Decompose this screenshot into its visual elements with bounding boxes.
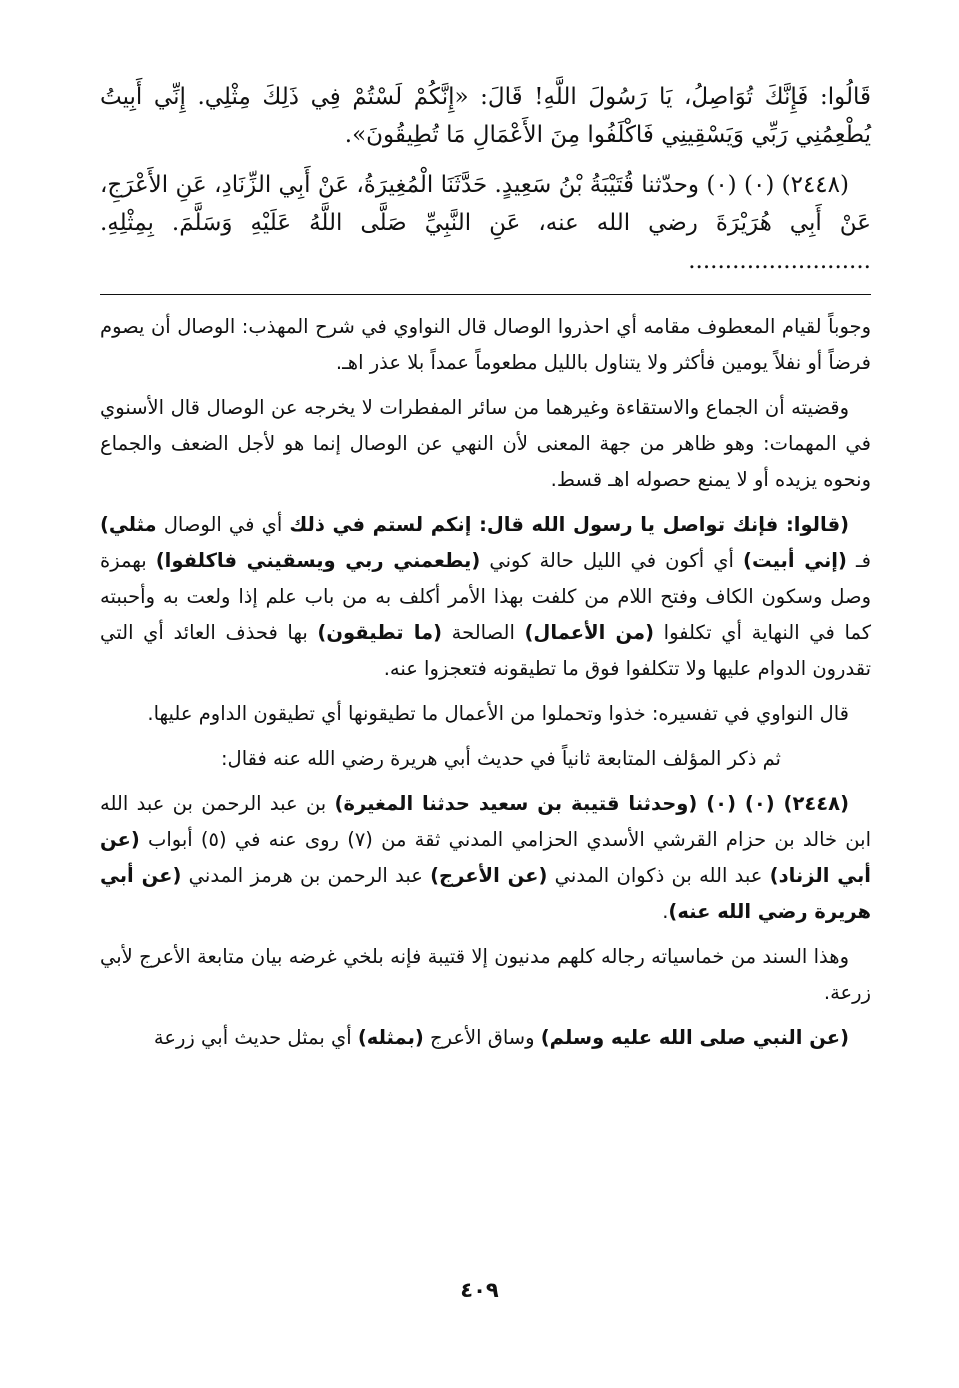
explanation-text: عبد الله بن ذكوان المدني xyxy=(547,864,770,887)
quoted-hadith-phrase: (من الأعمال) xyxy=(524,621,655,644)
explanation-text: أي بمثل حديث أبي زرعة xyxy=(153,1026,358,1049)
explanation-text: وساق الأعرج xyxy=(423,1026,541,1049)
hadith-text xyxy=(100,78,871,280)
commentary-paragraph-6 xyxy=(100,786,871,930)
quoted-hadith-phrase: (عن الأعرج) xyxy=(430,864,548,887)
quoted-hadith-phrase: (يطعمني ربي ويسقيني فاكلفوا) xyxy=(155,549,481,572)
quoted-hadith-phrase: (عن أبي الزناد) xyxy=(100,828,871,887)
commentary-paragraph-5: ثم ذكر المؤلف المتابعة ثانياً في حديث أبي هريرة رضي الله عنه فقال: xyxy=(220,747,781,770)
explanation-text: فـ xyxy=(846,549,872,572)
quoted-hadith-phrase: (عن أبي هريرة رضي الله عنه) xyxy=(100,864,871,923)
explanation-text: عبد الرحمن بن هرمز المدني xyxy=(181,864,431,887)
page-number: ٤٠٩ xyxy=(460,1278,499,1302)
quoted-hadith-phrase: (بمثله) xyxy=(357,1026,424,1049)
commentary-paragraph-1: وجوباً لقيام المعطوف مقامه أي احذروا الوصال قال النواوي في شرح المهذب: الوصال أن يصوم فرضاً أو نفلاً يومين فأكثر ولا يتناول بالليل مطعوماً عمداً بلا عذر اهـ. xyxy=(100,315,871,374)
page xyxy=(100,78,871,1388)
explanation-text: أي في الوصال xyxy=(156,513,290,536)
explanation-text: بن عبد الرحمن بن عبد الله ابن خالد بن حزام القرشي الأسدي الحزامي المدني ثقة من (٧) روى عنه في (٥) أبواب xyxy=(100,792,871,851)
hadith-paragraph-1: قَالُوا: فَإِنَّكَ تُوَاصِلُ، يَا رَسُولَ اللَّهِ! قَالَ: «إِنَّكُمْ لَسْتُمْ فِي ذَلِكَ مِثْلِي. إِنِّي أَبِيتُ يُطْعِمُنِي رَبِّي وَيَسْقِينِي فَاكْلَفُوا مِنَ الأَعْمَالِ مَا تُطِيقُونَ». xyxy=(100,84,871,148)
footnote-separator-rule xyxy=(100,294,871,295)
commentary-paragraph-4: قال النواوي في تفسيره: خذوا وتحملوا من الأعمال ما تطيقونها أي تطيقون الداوم عليها. xyxy=(147,702,849,725)
explanation-text: الصالحة xyxy=(442,621,525,644)
commentary-paragraph-3 xyxy=(100,507,871,687)
explanation-text: أي أكون في الليل حالة كوني xyxy=(480,549,744,572)
explanation-text: . xyxy=(662,900,669,923)
quoted-hadith-phrase: مثلي) xyxy=(100,513,157,536)
quoted-hadith-phrase: (إني أبيت) xyxy=(743,549,847,572)
commentary-text xyxy=(100,309,871,1056)
quoted-hadith-phrase: (٢٤٤٨) (٠) (٠) (وحدثنا قتيبة بن سعيد حدثنا المغيرة) xyxy=(334,792,849,815)
commentary-paragraph-8 xyxy=(100,1020,871,1056)
explanation-text: بهمزة وصل وسكون الكاف وفتح اللام من كلفت بهذا الأمر أكلف به من باب علم إذا ولعت به وأحببته كما في النهاية أي تكلفوا xyxy=(100,549,871,644)
quoted-hadith-phrase: (قالوا: فإنك تواصل يا رسول الله قال: إنكم لستم في ذلك xyxy=(289,513,849,536)
hadith-paragraph-2: (٢٤٤٨) (٠) (٠) وحدّثنا قُتَيْبَةُ بْنُ سَعِيدٍ. حَدَّثَنَا الْمُغِيرَةُ، عَنْ أَبِي الزِّنَادِ، عَنِ الأَعْرَجِ، عَنْ أَبِي هُرَيْرَةَ رضي الله عنه، عَنِ النَّبِيِّ صَلَّى اللَّهُ عَلَيْهِ وَسَلَّمَ. بِمِثْلِهِ. ......................... xyxy=(100,172,871,274)
quoted-hadith-phrase: (ما تطيقون) xyxy=(317,621,443,644)
commentary-paragraph-7: وهذا السند من خماسياته رجاله كلهم مدنيون إلا قتيبة فإنه بلخي غرضه بيان متابعة الأعرج لأبي زرعة. xyxy=(100,945,871,1004)
commentary-paragraph-2: وقضيته أن الجماع والاستقاءة وغيرهما من سائر المفطرات لا يخرجه عن الوصال قال الأسنوي في المهمات: وهو ظاهر من جهة المعنى لأن النهي عن الوصال إنما هو لأجل الضعف والجماع ونحوه يزيده أو لا يمنع حصوله اهـ قسط. xyxy=(100,396,871,491)
explanation-text: بها فحذف العائد أي التي تقدرون الدوام عليها ولا تتكلفوا فوق ما تطيقونه فتعجزوا عنه. xyxy=(100,621,871,680)
quoted-hadith-phrase: (عن النبي صلى الله عليه وسلم) xyxy=(540,1026,849,1049)
